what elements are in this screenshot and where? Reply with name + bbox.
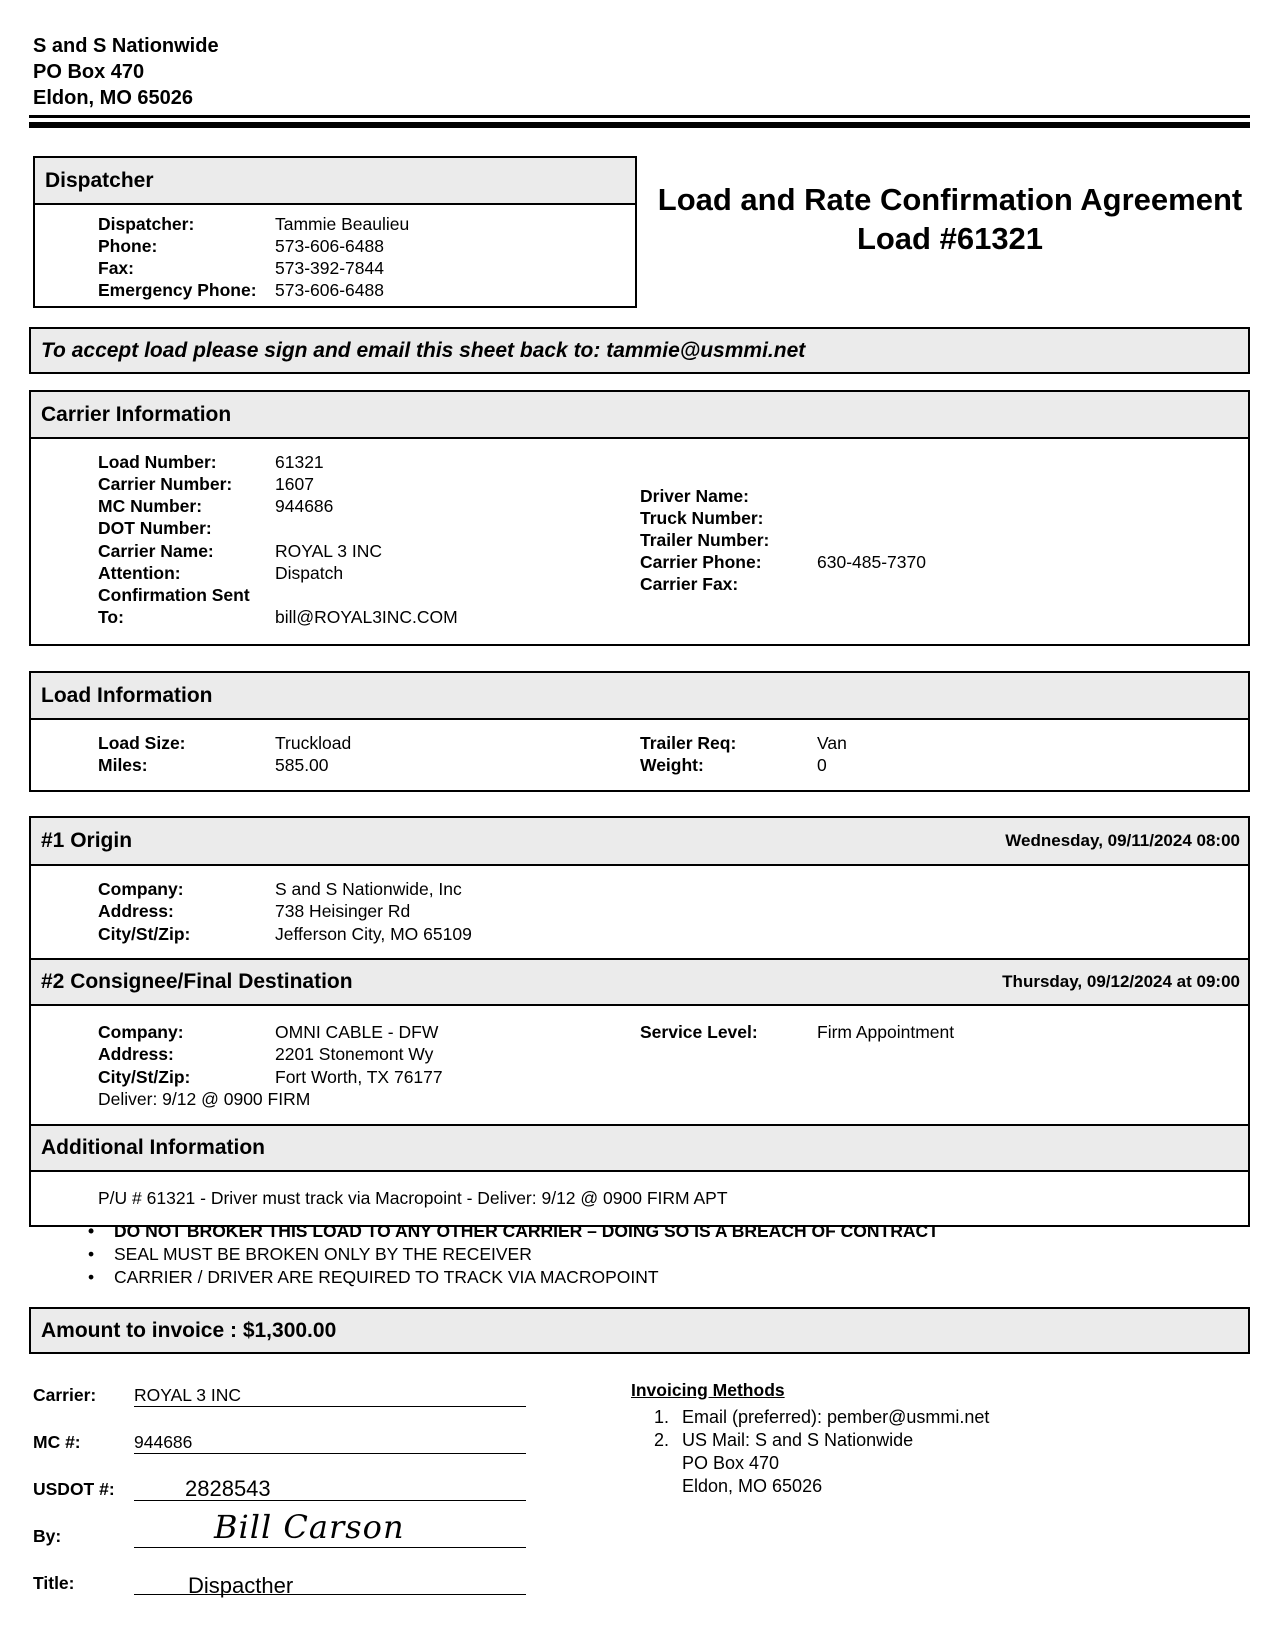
header-divider-thick — [29, 122, 1250, 128]
weight-value: 0 — [817, 755, 827, 775]
invoicing-item-2-line-2: PO Box 470 — [682, 1453, 780, 1473]
dispatcher-heading — [35, 158, 635, 205]
amount-to-invoice: Amount to invoice : $1,300.00 — [29, 1307, 1250, 1354]
load-information-heading — [31, 673, 1248, 720]
additional-info-text: P/U # 61321 - Driver must track via Macropoint - Deliver: 9/12 @ 0900 FIRM APT — [98, 1188, 728, 1208]
invoicing-item-mail — [654, 1429, 989, 1498]
document-title — [640, 180, 1260, 258]
origin-company-label: Company: — [98, 879, 184, 899]
dispatcher-label: Dispatcher: — [98, 214, 195, 234]
consignee-address-value: 2201 Stonemont Wy — [275, 1044, 434, 1064]
load-information-heading-text: Load Information — [41, 683, 213, 707]
fax-value: 573-392-7844 — [275, 258, 384, 278]
sig-usdot-line — [134, 1500, 526, 1501]
invoicing-methods-list — [654, 1406, 990, 1498]
load-information-box — [29, 671, 1250, 792]
weight-label: Weight: — [640, 755, 704, 775]
consignee-heading — [31, 958, 1248, 1006]
term-macropoint: • CARRIER / DRIVER ARE REQUIRED TO TRACK VIA MACROPOINT — [88, 1266, 939, 1289]
invoicing-item-1-text: Email (preferred): pember@usmmi.net — [682, 1407, 990, 1427]
trailer-req-label: Trailer Req: — [640, 733, 737, 753]
consignee-heading-text: #2 Consignee/Final Destination — [41, 970, 353, 993]
confirmation-sent-value: bill@ROYAL3INC.COM — [275, 607, 458, 627]
sig-by-label: By: — [33, 1526, 62, 1546]
origin-heading-text: #1 Origin — [41, 829, 133, 852]
mc-number-value: 944686 — [275, 496, 334, 516]
miles-value: 585.00 — [275, 755, 329, 775]
consignee-address-label: Address: — [98, 1044, 174, 1064]
origin-city-value: Jefferson City, MO 65109 — [275, 924, 472, 944]
header-divider-thin — [29, 115, 1250, 118]
origin-heading — [31, 818, 1248, 866]
title-load-number: Load #61321 — [856, 221, 1044, 256]
origin-city-label: City/St/Zip: — [98, 924, 191, 944]
carrier-information-heading — [31, 392, 1248, 439]
phone-label: Phone: — [98, 236, 158, 256]
accept-notice: To accept load please sign and email this sheet back to: tammie@usmmi.net — [29, 327, 1250, 374]
sig-title-value: Dispacther — [188, 1573, 294, 1598]
carrier-fax-label: Carrier Fax: — [640, 574, 739, 594]
consignee-delivery-note: Deliver: 9/12 @ 0900 FIRM — [98, 1089, 311, 1109]
terms-list — [88, 1220, 939, 1289]
service-level-label: Service Level: — [640, 1022, 758, 1042]
invoicing-item-email — [654, 1406, 990, 1429]
carrier-information-box — [29, 390, 1250, 646]
attention-value: Dispatch — [275, 563, 344, 583]
stops-box — [29, 816, 1250, 1227]
load-size-label: Load Size: — [98, 733, 186, 753]
carrier-name-label: Carrier Name: — [98, 541, 214, 561]
trailer-number-label: Trailer Number: — [640, 530, 770, 550]
fax-label: Fax: — [98, 258, 134, 278]
invoicing-item-2-number: 2. — [654, 1430, 670, 1450]
carrier-phone-label: Carrier Phone: — [640, 552, 762, 572]
company-city: Eldon, MO 65026 — [33, 87, 194, 109]
service-level-value: Firm Appointment — [817, 1022, 955, 1042]
sig-carrier-label: Carrier: — [33, 1385, 97, 1405]
carrier-information-heading-text: Carrier Information — [41, 402, 232, 426]
miles-label: Miles: — [98, 755, 148, 775]
term-seal: • SEAL MUST BE BROKEN ONLY BY THE RECEIVER — [88, 1243, 939, 1266]
sig-usdot-value: 2828543 — [185, 1476, 271, 1501]
sig-carrier-value: ROYAL 3 INC — [134, 1385, 241, 1405]
origin-address-label: Address: — [98, 901, 174, 921]
sig-usdot-label: USDOT #: — [33, 1479, 115, 1499]
consignee-datetime: Thursday, 09/12/2024 at 09:00 — [1002, 972, 1240, 991]
phone-value: 573-606-6488 — [275, 236, 384, 256]
consignee-company-label: Company: — [98, 1022, 184, 1042]
attention-label: Attention: — [98, 563, 181, 583]
consignee-city-label: City/St/Zip: — [98, 1067, 191, 1087]
company-address-block — [33, 33, 219, 111]
driver-name-label: Driver Name: — [640, 486, 749, 506]
invoicing-item-1-number: 1. — [654, 1407, 670, 1427]
consignee-city-value: Fort Worth, TX 76177 — [275, 1067, 443, 1087]
invoicing-methods-heading: Invoicing Methods — [631, 1380, 785, 1400]
emergency-phone-label: Emergency Phone: — [98, 280, 257, 300]
consignee-company-value: OMNI CABLE - DFW — [275, 1022, 439, 1042]
load-number-label: Load Number: — [98, 452, 217, 472]
emergency-phone-value: 573-606-6488 — [275, 280, 384, 300]
sig-mc-line — [134, 1453, 526, 1454]
confirmation-sent-to-label: To: — [98, 607, 124, 627]
dispatcher-box — [33, 156, 637, 308]
company-po-box: PO Box 470 — [33, 61, 145, 83]
dot-number-label: DOT Number: — [98, 518, 212, 538]
origin-address-value: 738 Heisinger Rd — [275, 901, 411, 921]
sig-by-line — [134, 1547, 526, 1548]
sig-carrier-line — [134, 1406, 526, 1407]
carrier-number-value: 1607 — [275, 474, 314, 494]
sig-handwritten-signature: Bill Carson — [214, 1508, 405, 1546]
confirmation-sent-label: Confirmation Sent — [98, 585, 250, 605]
dispatcher-heading-text: Dispatcher — [45, 168, 154, 192]
carrier-name-value: ROYAL 3 INC — [275, 541, 382, 561]
term-no-broker: • DO NOT BROKER THIS LOAD TO ANY OTHER CARRIER – DOING SO IS A BREACH OF CONTRACT — [88, 1220, 939, 1243]
invoicing-item-2-line-1: US Mail: S and S Nationwide — [682, 1430, 914, 1450]
origin-datetime: Wednesday, 09/11/2024 08:00 — [1005, 831, 1240, 850]
load-number-value: 61321 — [275, 452, 324, 472]
trailer-req-value: Van — [817, 733, 847, 753]
load-size-value: Truckload — [275, 733, 352, 753]
title-line-1: Load and Rate Confirmation Agreement — [657, 182, 1243, 217]
dispatcher-value: Tammie Beaulieu — [275, 214, 410, 234]
truck-number-label: Truck Number: — [640, 508, 764, 528]
carrier-phone-value: 630-485-7370 — [817, 552, 926, 572]
invoicing-item-2-line-3: Eldon, MO 65026 — [682, 1476, 823, 1496]
company-name: S and S Nationwide — [33, 35, 219, 57]
additional-info-heading-text: Additional Information — [41, 1136, 265, 1159]
sig-title-label: Title: — [33, 1573, 75, 1593]
mc-number-label: MC Number: — [98, 496, 203, 516]
sig-title-line — [134, 1594, 526, 1595]
sig-mc-label: MC #: — [33, 1432, 81, 1452]
carrier-number-label: Carrier Number: — [98, 474, 233, 494]
origin-company-value: S and S Nationwide, Inc — [275, 879, 462, 899]
additional-info-heading — [31, 1124, 1248, 1172]
sig-mc-value: 944686 — [134, 1432, 193, 1452]
